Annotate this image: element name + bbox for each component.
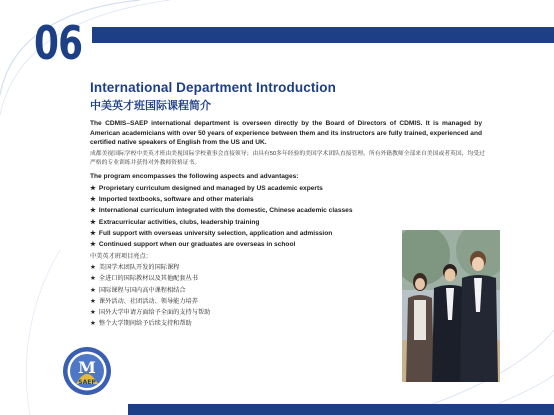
list-item: ★ International curriculum integrated with the domestic, Chinese academic classes [90, 207, 353, 215]
star-icon: ★ [90, 241, 96, 249]
program-intro-cn: 中美英才班项目亮点： [90, 253, 152, 260]
list-item: ★ 国际课程与国内高中课程相结合 [90, 286, 186, 294]
program-intro-en: The program encompasses the following aspects and advantages: [90, 173, 299, 180]
list-item: ★ 课外活动、社团活动、领导能力培养 [90, 297, 198, 305]
page-title-cn: 中美英才班国际课程简介 [90, 100, 211, 112]
star-icon: ★ [90, 320, 96, 328]
star-icon: ★ [90, 207, 96, 215]
page-number: 06 [34, 16, 83, 70]
program-list-en [90, 183, 353, 250]
list-item: ★ Extracurricular activities, clubs, leadership training [90, 218, 260, 226]
list-item: ★ Imported textbooks, software and other materials [90, 196, 254, 204]
list-item: ★ Proprietary curriculum designed and managed by US academic experts [90, 185, 323, 192]
logo-label: SAEP [78, 379, 96, 386]
star-icon: ★ [90, 264, 96, 271]
list-item: ★ 整个大学期间给予后续支持和帮助 [90, 320, 192, 328]
star-icon: ★ [90, 185, 96, 192]
group-photo [402, 230, 500, 382]
star-icon: ★ [90, 297, 96, 305]
intro-paragraph-en: The CDMIS–SAEP international department is overseen directly by the Board of Directors of CDMIS. It is managed by American academicians with over 50 years of experience between them and its instructors are fully trained, experienced and certified native speakers of English from the US and UK. [90, 120, 482, 147]
star-icon: ★ [90, 218, 96, 226]
header-bar [92, 27, 554, 43]
list-item: ★ 国外大学申请方面给予全面的支持与帮助 [90, 309, 211, 317]
page-title-en: International Department Introduction [90, 80, 336, 95]
list-item: ★ 美国学术团队开发的国际课程 [90, 264, 180, 271]
star-icon: ★ [90, 229, 96, 237]
list-item: ★ Continued support when our graduates are overseas in school [90, 241, 296, 249]
star-icon: ★ [90, 196, 96, 204]
star-icon: ★ [90, 275, 96, 283]
program-list-cn [90, 262, 210, 330]
list-item: ★ 全进口的国际教材以及其他配套丛书 [90, 275, 198, 283]
list-item: ★ Full support with overseas university selection, application and admission [90, 229, 333, 237]
star-icon: ★ [90, 286, 96, 294]
logo-letter: M [78, 358, 96, 377]
footer-bar [128, 404, 554, 415]
school-logo [62, 346, 112, 396]
intro-paragraph-cn: 成都美视国际学校中美英才班由美视国际学校董事会直接领导；由具有50多年经验的美国学术团队直接管理。所有外籍教师全部来自美国或者英国，均受过严格的专业训练并获得对外教师资格证书。 [90, 151, 485, 166]
star-icon: ★ [90, 309, 96, 317]
